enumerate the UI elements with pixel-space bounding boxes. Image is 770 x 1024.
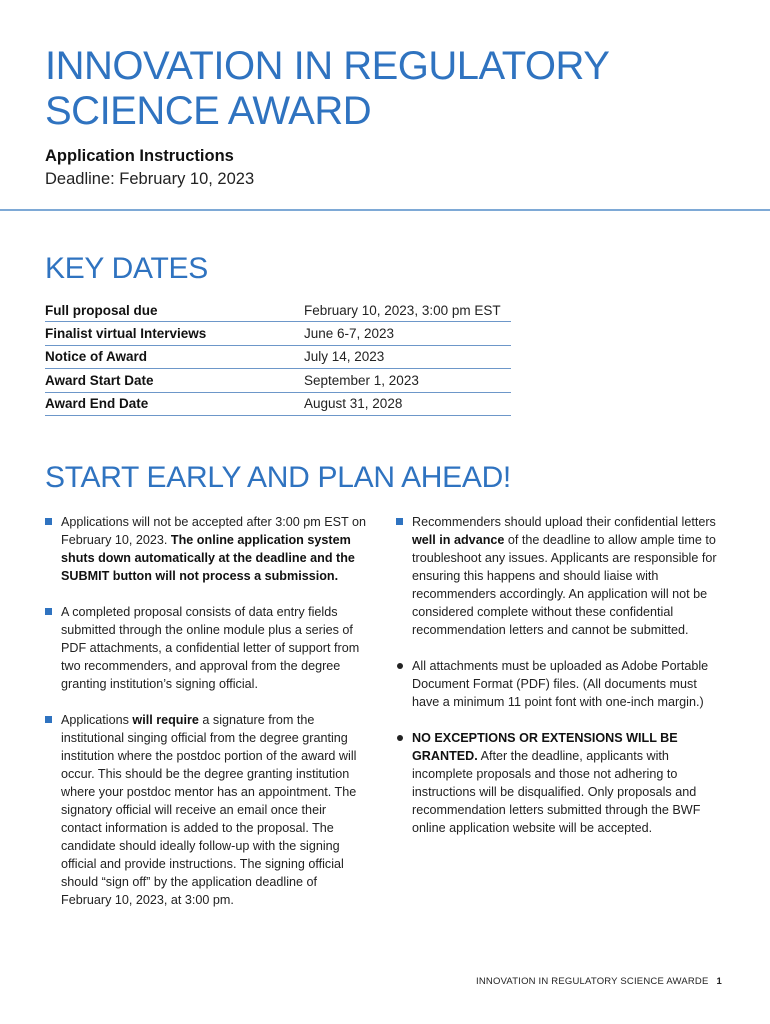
key-date-value: June 6-7, 2023 [304,326,395,342]
item-text: A completed proposal consists of data entry fields submitted through the online module plus a series of PDF attachments, a confidential letter of support from two recommenders, and approval from the degree granting institution’s signing official. [61,605,360,691]
item-text: of the deadline to allow ample time to troubleshoot any issues. Applicants are responsible for ensuring this happens and should liaise with recommenders accordingly. An application will not be considered complete without these confidential recommendation letters and cannot be submitted. [412,533,717,637]
item-text: a signature from the institutional singing official from the degree granting institution where the postdoc portion of the award will occur. This should be the degree granting institution where your postdoc mentor has an appointment. The signatory official will receive an email once their contact information is added to the proposal. The candidate should ideally follow-up with the signing official and provide instructions. The signing official should “sign off” by the application deadline of February 10, 2023, at 3:00 pm. [61,713,357,907]
list-item [45,513,370,585]
header-divider [0,209,770,211]
key-date-label: Award Start Date [45,372,154,388]
footer-text: INNOVATION IN REGULATORY SCIENCE AWARDE [476,976,709,987]
key-date-value: August 31, 2028 [304,396,403,412]
key-date-row [45,299,511,322]
deadline-text: Deadline: February 10, 2023 [45,170,255,188]
item-text: Applications will not be accepted after 3:00 pm EST on February 10, 2023. [61,515,366,547]
item-text: All attachments must be uploaded as Adobe Portable Document Format (PDF) files. (All documents must have a minimum 11 point font with one-inch margin.) [412,659,709,709]
instructions-left-column [45,513,370,927]
start-early-heading: START EARLY AND PLAN AHEAD! [45,461,511,494]
square-bullet-icon [45,716,52,723]
page-footer [476,976,722,987]
square-bullet-icon [396,518,403,525]
list-item [45,711,370,909]
document-subtitle: Application Instructions [45,147,234,165]
instructions-right-column [396,513,721,855]
square-bullet-icon [45,608,52,615]
key-date-row [45,322,511,345]
key-dates-table [45,299,511,416]
key-date-value: February 10, 2023, 3:00 pm EST [304,302,501,318]
page-number: 1 [716,976,722,987]
list-item [45,603,370,693]
round-bullet-icon [397,735,403,741]
page-title: INNOVATION IN REGULATORY SCIENCE AWARD [45,44,609,133]
list-item [396,513,721,639]
item-bold-text: The online application system shuts down automatically at the deadline and the SUBMIT button will not process a submission. [61,533,355,583]
square-bullet-icon [45,518,52,525]
key-dates-heading: KEY DATES [45,252,208,285]
list-item [396,657,721,711]
key-date-value: September 1, 2023 [304,372,419,388]
key-date-label: Finalist virtual Interviews [45,326,207,342]
key-date-row [45,346,511,369]
item-bold-text: will require [132,713,199,727]
key-date-label: Full proposal due [45,302,158,318]
item-bold-text: well in advance [412,533,505,547]
key-date-label: Award End Date [45,396,149,412]
round-bullet-icon [397,663,403,669]
list-item [396,729,721,837]
key-date-value: July 14, 2023 [304,349,385,365]
item-text: Applications [61,713,133,727]
item-text: After the deadline, applicants with incomplete proposals and those not adhering to instructions will be disqualified. Only proposals and recommendation letters submitted through the BWF online application website will be accepted. [412,749,701,835]
item-text: Recommenders should upload their confidential letters [412,515,716,529]
key-date-row [45,393,511,416]
key-date-row [45,369,511,392]
item-bold-text: NO EXCEPTIONS OR EXTENSIONS WILL BE GRANTED. [412,731,678,763]
key-date-label: Notice of Award [45,349,148,365]
